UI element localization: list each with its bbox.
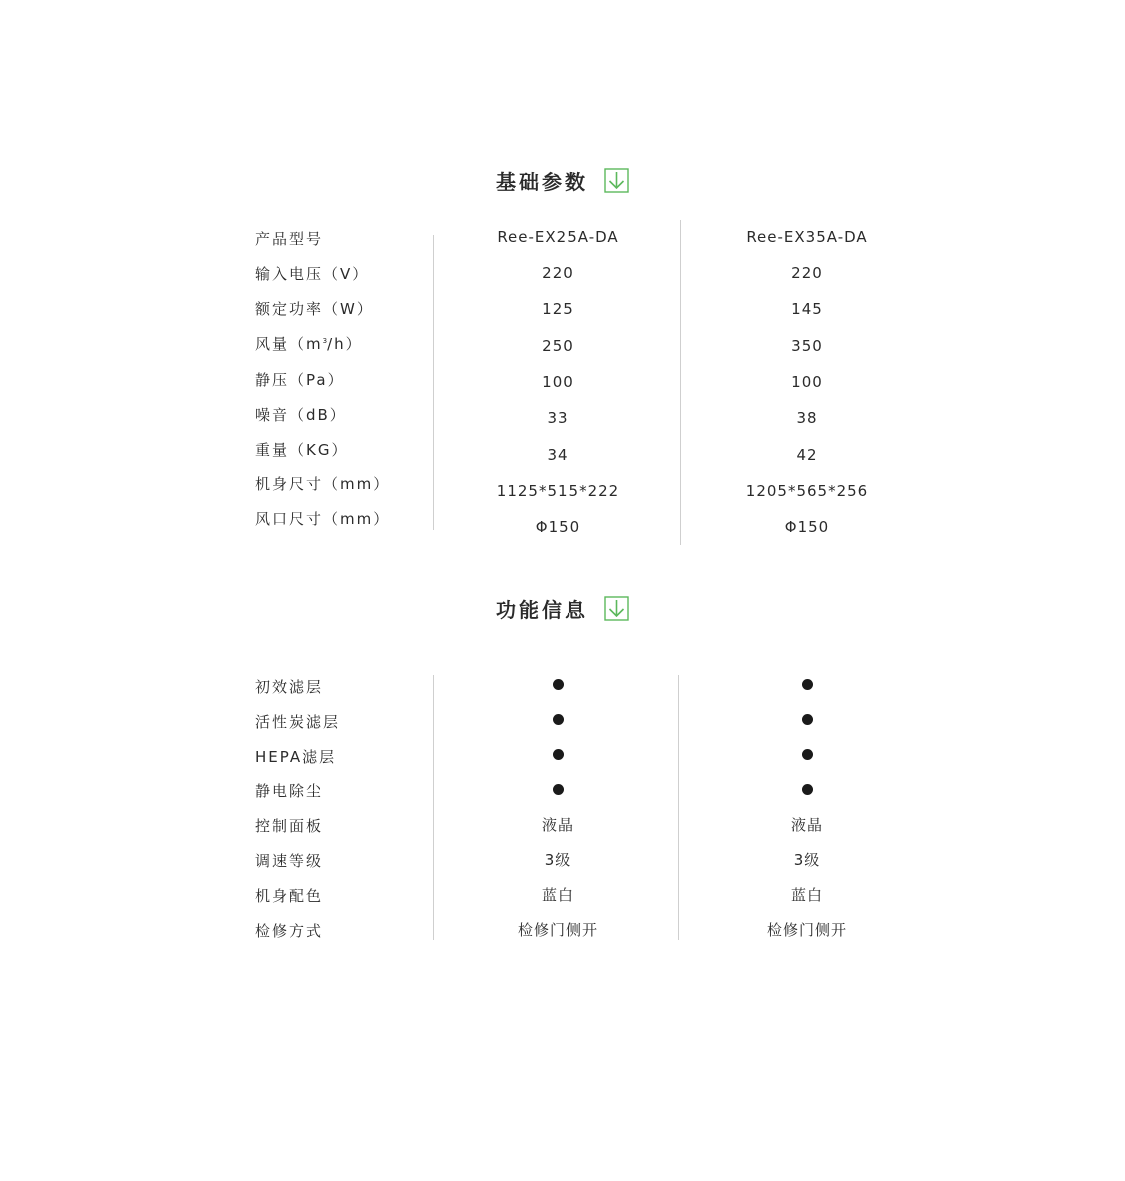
model-35-feature: 检修门侧开 <box>766 921 847 939</box>
model-25-feature: 检修门侧开 <box>517 921 598 939</box>
param-label: 风口尺寸（mm） <box>255 510 391 528</box>
model-35-feature <box>707 746 907 764</box>
model-35-value: 145 <box>791 300 823 318</box>
feature-label: 控制面板 <box>255 817 324 835</box>
model-35-feature <box>707 676 907 694</box>
model-25-feature <box>458 781 658 799</box>
model-35-feature: 3级 <box>793 851 821 869</box>
model-35-value: 100 <box>791 373 823 391</box>
feature-label: HEPA滤层 <box>255 748 337 766</box>
model-35-value: 350 <box>791 337 823 355</box>
down-arrow-box-icon <box>604 168 629 193</box>
section-title-features-text: 功能信息 <box>496 598 589 622</box>
model-25-value: 100 <box>542 373 574 391</box>
param-label <box>255 333 363 354</box>
model-35-value: 220 <box>791 264 823 282</box>
section-title-basic-text: 基础参数 <box>496 170 589 194</box>
model-25-value: 250 <box>542 337 574 355</box>
param-label: 机身尺寸（mm） <box>255 475 391 493</box>
feature-label: 机身配色 <box>255 887 324 905</box>
model-25-value: Ree-EX25A-DA <box>497 228 619 246</box>
param-label: 输入电压（V） <box>255 265 370 283</box>
feature-label: 调速等级 <box>255 852 324 870</box>
model-35-feature <box>707 711 907 729</box>
bullet-dot-icon <box>802 714 813 725</box>
param-label: 额定功率（W） <box>255 300 374 318</box>
column-divider <box>433 675 434 940</box>
model-25-feature: 液晶 <box>541 816 574 834</box>
bullet-dot-icon <box>802 749 813 760</box>
bullet-dot-icon <box>553 784 564 795</box>
param-label: 静压（Pa） <box>255 371 345 389</box>
model-25-feature: 蓝白 <box>541 886 574 904</box>
section-title-features <box>0 594 1125 623</box>
bullet-dot-icon <box>553 749 564 760</box>
model-25-value: 125 <box>542 300 574 318</box>
feature-label: 活性炭滤层 <box>255 713 341 731</box>
down-arrow-box-icon <box>604 596 629 621</box>
bullet-dot-icon <box>802 679 813 690</box>
bullet-dot-icon <box>553 714 564 725</box>
param-label-text: 风量（m <box>255 335 323 353</box>
model-35-value: Ree-EX35A-DA <box>746 228 868 246</box>
model-35-value: Φ150 <box>784 518 830 536</box>
column-divider <box>678 675 679 940</box>
feature-label: 初效滤层 <box>255 678 324 696</box>
param-label-text: /h） <box>327 335 363 353</box>
model-25-value: 33 <box>547 409 569 427</box>
model-35-feature <box>707 781 907 799</box>
param-label: 重量（KG） <box>255 441 349 459</box>
param-label-superscript: 3 <box>322 337 328 345</box>
model-35-value: 42 <box>796 446 818 464</box>
model-25-feature <box>458 746 658 764</box>
model-25-value: Φ150 <box>535 518 581 536</box>
model-25-feature <box>458 711 658 729</box>
model-35-feature: 蓝白 <box>790 886 823 904</box>
model-35-feature: 液晶 <box>790 816 823 834</box>
param-label: 产品型号 <box>255 230 324 248</box>
model-25-feature: 3级 <box>544 851 572 869</box>
feature-label: 检修方式 <box>255 922 324 940</box>
feature-label: 静电除尘 <box>255 782 324 800</box>
model-35-value: 1205*565*256 <box>745 482 869 500</box>
model-35-value: 38 <box>796 409 818 427</box>
model-25-value: 220 <box>542 264 574 282</box>
model-25-value: 1125*515*222 <box>496 482 620 500</box>
model-25-value: 34 <box>547 446 569 464</box>
column-divider <box>680 220 681 545</box>
param-label: 噪音（dB） <box>255 406 347 424</box>
bullet-dot-icon <box>802 784 813 795</box>
model-25-feature <box>458 676 658 694</box>
bullet-dot-icon <box>553 679 564 690</box>
section-title-basic <box>0 166 1125 195</box>
column-divider <box>433 235 434 530</box>
